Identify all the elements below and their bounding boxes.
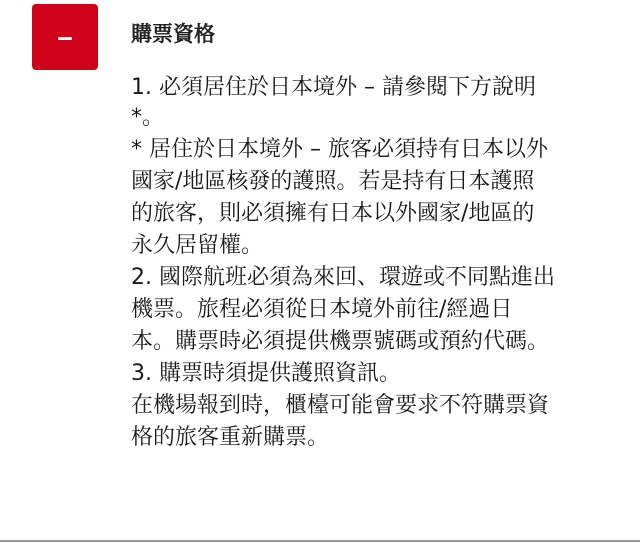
text-line: *。 (131, 105, 165, 130)
text-line: 機票。旅程必須從日本境外前往/經過日 (131, 297, 513, 322)
text-line: 3. 購票時須提供護照資訊。 (131, 361, 401, 386)
text-line: 在機場報到時，櫃檯可能會要求不符購票資 (131, 393, 550, 418)
text-line: 的旅客，則必須擁有日本以外國家/地區的 (131, 201, 535, 226)
text-line: 1. 必須居住於日本境外 – 請參閱下方說明 (131, 75, 536, 100)
minus-icon (58, 37, 72, 40)
text-line: 永久居留權。 (131, 233, 264, 258)
section-title: 購票資格 (131, 22, 215, 46)
text-line: 格的旅客重新購票。 (131, 425, 330, 450)
text-line: 國家/地區核發的護照。若是持有日本護照 (131, 169, 535, 194)
text-line: 2. 國際航班必須為來回、環遊或不同點進出 (131, 265, 555, 290)
text-line: 本。購票時必須提供機票號碼或預約代碼。 (131, 329, 550, 354)
eligibility-text (131, 73, 616, 453)
text-line: * 居住於日本境外 – 旅客必須持有日本以外 (131, 137, 548, 162)
collapse-toggle-button[interactable] (32, 4, 98, 70)
